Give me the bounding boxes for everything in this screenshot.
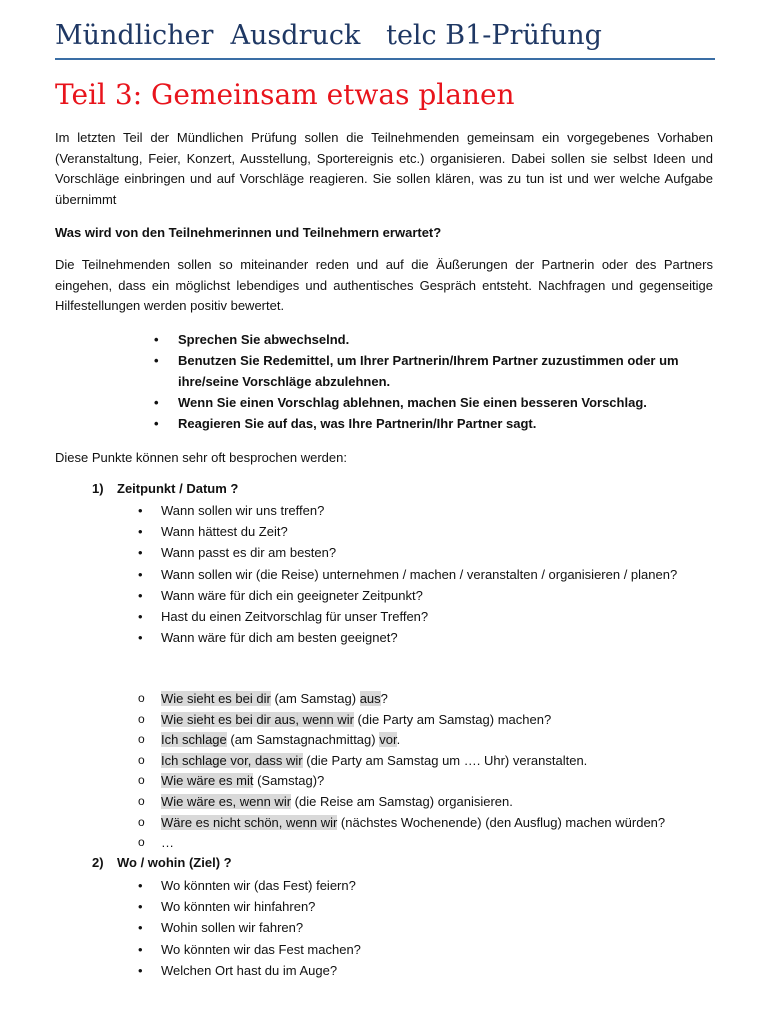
rules-list [154,329,714,434]
phrase-highlight: aus [359,691,381,706]
phrase-highlight: Wäre es nicht schön, wenn wir [161,814,338,830]
points-intro: Diese Punkte können sehr oft besprochen werden: [55,450,347,465]
phrase-text: (die Reise am Samstag) organisieren. [291,793,513,809]
phrase-highlight: Wie sieht es bei dir aus, wenn wir [161,711,354,727]
rule-item: • Reagieren Sie auf das, was Ihre Partnerin/Ihr Partner sagt. [154,413,714,434]
question-item: • Wann sollen wir (die Reise) unternehmen / machen / veranstalten / organisieren / planen? [136,564,714,585]
phrase-item [136,730,716,751]
expectation-paragraph: Die Teilnehmenden sollen so miteinander reden und auf die Äußerungen der Partnerin oder des Partners eingehen, dass ein möglichst lebendiges und authentisches Gespräch entsteht. Nachfragen und gegenseitige Hilfestellungen werden positiv bewertet. [55,257,713,313]
phrase-item [136,833,716,854]
question-item: • Hast du einen Zeitvorschlag für unser Treffen? [136,606,714,627]
question-item: • Wann passt es dir am besten? [136,542,714,563]
question-item: • Wann sollen wir uns treffen? [136,500,714,521]
intro-paragraph: Im letzten Teil der Mündlichen Prüfung sollen die Teilnehmenden gemeinsam ein vorgegebenes Vorhaben (Veranstaltung, Feier, Konzert, Ausstellung, Sportereignis etc.) organisieren. Dabei sollen sie selbst Ideen und Vorschläge einbringen und auf Vorschläge reagieren. Sie sollen klären, was zu tun ist und wer welche Aufgabe übernimmt [55,130,713,207]
rule-item: • Benutzen Sie Redemittel, um Ihrer Partnerin/Ihrem Partner zuzustimmen oder um ihre/seine Vorschläge abzulehnen. [154,350,714,392]
section-2-questions [136,875,714,981]
phrase-text: (die Party am Samstag) machen? [353,711,552,727]
phrase-text: (am Samstag) [270,691,360,706]
section-2-title: Wo / wohin (Ziel) ? [117,855,232,870]
section-2-number: 2) [92,855,104,870]
header-divider [55,58,715,60]
phrase-item [136,751,716,772]
section-1-title: Zeitpunkt / Datum ? [117,481,239,496]
phrase-text: (Samstag)? [253,773,325,789]
rule-item: • Wenn Sie einen Vorschlag ablehnen, machen Sie einen besseren Vorschlag. [154,392,714,413]
phrase-item [136,771,716,792]
phrase-text: (nächstes Wochenende) (den Ausflug) machen würden? [337,814,666,830]
phrase-highlight: Ich schlage vor, dass wir [161,752,303,768]
section-1-heading [92,479,238,499]
section-2-heading [92,853,232,873]
phrase-highlight: Ich schlage [161,732,227,748]
rule-item: • Sprechen Sie abwechselnd. [154,329,714,350]
section-title: Teil 3: Gemeinsam etwas planen [55,78,515,111]
question-item: • Wann wäre für dich ein geeigneter Zeitpunkt? [136,585,714,606]
question-item: • Welchen Ort hast du im Auge? [136,960,714,981]
question-heading: Was wird von den Teilnehmerinnen und Teilnehmern erwartet? [55,225,442,240]
question-item: • Wann hättest du Zeit? [136,521,714,542]
phrase-item [136,813,716,834]
phrase-item [136,710,716,731]
question-item: • Wo könnten wir das Fest machen? [136,939,714,960]
section-1-number: 1) [92,481,104,496]
phrase-text: (am Samstagnachmittag) [226,732,380,748]
question-item: • Wohin sollen wir fahren? [136,917,714,938]
phrase-text: … [161,835,174,851]
question-item: • Wo könnten wir (das Fest) feiern? [136,875,714,896]
phrase-highlight: Wie wäre es mit [161,773,254,789]
phrase-text: . [396,732,401,748]
question-item: • Wann wäre für dich am besten geeignet? [136,627,714,648]
phrase-highlight: vor [379,732,397,748]
phrase-text: (die Party am Samstag um …. Uhr) veranstalten. [302,752,588,768]
section-1-phrases [136,689,716,854]
phrase-highlight: Wie wäre es, wenn wir [161,793,292,809]
header-title: Mündlicher Ausdruck telc B1-Prüfung [55,20,602,51]
section-1-questions [136,500,714,648]
phrase-text: ? [380,691,388,706]
phrase-item [136,689,716,710]
phrase-item [136,792,716,813]
phrase-highlight: Wie sieht es bei dir [161,691,271,706]
question-item: • Wo könnten wir hinfahren? [136,896,714,917]
document-header [55,18,715,54]
